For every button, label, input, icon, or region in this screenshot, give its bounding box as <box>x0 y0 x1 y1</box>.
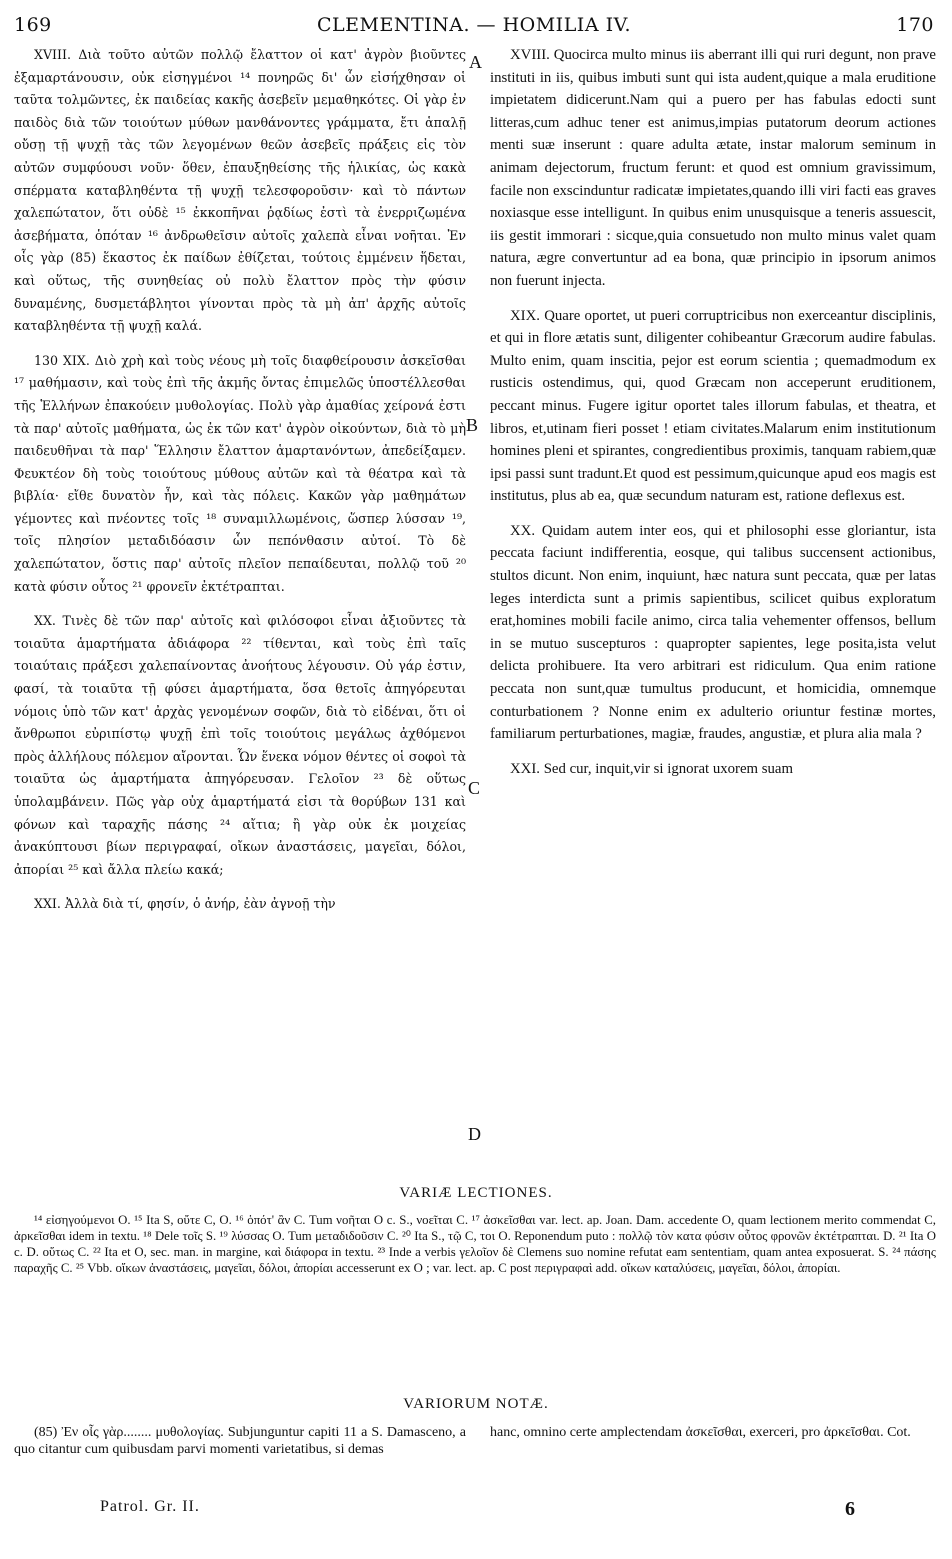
margin-letter-d: D <box>468 1124 481 1144</box>
latin-paragraph-xviii: XVIII. Quocirca multo minus iis aberrant illi qui ruri degunt, non prave instituti in iis, quibus imbuti sunt qui ista audent,quique a mala eruditione impietatem didicerunt.Nam qui a puero per has fabulas edocti sunt litteras,cum adhuc tener est animus,impias putatorum deorum actiones menti suæ inserunt : quare adulta ætate, instar malorum seminum in animam dejectorum, fructum ferunt: et quod est omnium gravissimum, facile non exscinduntur radicatæ impietates,quando illi viri facti eas graves noxiasque esse intelligunt. In quibus enim unusquisque a teneris assuescit, iis gestit immorari : sicque,quia consuetudo non multo minus valet quam natura, ægre convertuntur ad ea bona, quæ principio in ipsorum animos non fuerunt injecta. <box>490 47 936 289</box>
greek-paragraph-xx: XX. Τινὲς δὲ τῶν παρ' αὐτοῖς καὶ φιλόσοφοι εἶναι ἀξιοῦντες τὰ τοιαῦτα ἁμαρτήματα ἀδιάφορα ²² τίθενται, καὶ τοὺς ἐπὶ ταῖς τοιαύταις πράξεσι χαλεπαίνοντας ἀνοήτους λέγουσιν. Οὐ γάρ ἐστιν, φασί, τὰ τοιαῦτα τῇ φύσει ἁμαρτήματα, ὅσα θετοῖς ἀπηγόρευται νόμοις ὑπὸ τῶν κατ' ἀρχὰς γενομένων σοφῶν, διὰ τὸ εἰδέναι, ὅτι οἱ ἄνθρωποι εὐριπίστῳ ψυχῇ ἐπὶ τοῖς τοιούτοις μεγάλως ἀχθόμενοι πρὸς ἀλλήλους πόλεμον αἴρονται. Ὧν ἕνεκα νόμον θέντες οἱ σοφοὶ τὰ τοιαῦτα ὡς ἁμαρτήματα ἀπηγόρευσαν. Γελοῖον ²³ δὲ οὕτως ὑπολαμβάνειν. Πῶς γὰρ οὐχ ἁμαρτήματά εἰσι τὰ θορύβων 131 καὶ φόνων καὶ ταραχῆς πάσης ²⁴ αἴτια; ἢ γὰρ οὐκ ἐκ μοιχείας ἀνακύπτουσι βίων περιγραφαί, οἴκων ἀναστάσεις, μαγεῖαι, δόλοι, ἀπορίαι ²⁵ καὶ ἄλλα πλείω κακά; <box>14 613 466 877</box>
latin-column <box>490 44 936 780</box>
running-title: CLEMENTINA. — HOMILIA IV. <box>316 14 632 36</box>
variae-lectiones-text: ¹⁴ εἰσηγούμενοι O. ¹⁵ Ita S, οὔτε C, O. ¹⁶ ὁπότ' ἂν C. Tum νοῆται O c. S., νοεῖται C. ¹⁷ ἀσκεῖσθαι var. lect. ap. Joan. Dam. accedente O, quam lectionem merito commendat C, ἀρκεῖσθαι idem in textu. ¹⁸ Dele τοῖς S. ¹⁹ λύσσας O. Tum μεταδιδοῦσιν C. ²⁰ Ita S., τῷ C, τοι O. Reponendum puto : πολλῷ τὸν κατα φύσιν οὗτος φρονῶν ἐκτέτραπται. D. ²¹ Ita O c. D. οὕτως C. ²² Ita et O, sec. man. in margine, καὶ διάφορα in textu. ²³ Inde a verbis γελοῖον δὲ Clemens suo nomine refutat eam sententiam, quam antea exposuerat. S. ²⁴ πάσης παραχῆς C. ²⁵ Vbb. οἴκων ἀναστάσεις, μαγεῖαι, δόλοι, ἀπορίαι accesserunt ex O ; var. lect. ap. C post περιγραφαὶ add. οἴκων καταλύσεις, μαγεῖαι, δόλοι, ἀπορίαι. <box>14 1213 936 1275</box>
variorum-notae-title: VARIORUM NOTÆ. <box>403 1396 549 1412</box>
footer-signature: 6 <box>845 1498 855 1520</box>
footer-series: Patrol. Gr. II. <box>100 1498 200 1515</box>
latin-paragraph-xx: XX. Quidam autem inter eos, qui et philosophi esse gloriantur, ista peccata faciunt indifferentia, eosque, qui talibus succensent actionibus, stultos dicunt. Non enim, inquiunt, hæc natura sunt peccata, quæ per latas leges interdicta sunt a primis sapientibus, scilicet quibus exploratum erat,homines mobili facile animo, circa talia vehementer offensos, bellum in se mutuo suscepturos : quapropter sapientes, lege posita,ista velut delicta prohibuere. Ita vero arbitrari est ridiculum. Qua enim ratione peccata non sunt,quæ tumultus producunt, et homicidia, omnemque conturbationem ? Nonne enim ex adulterio oriuntur festinæ mortes, familiarum perturbationes, magiæ, fraudes, angustiæ, et plura alia mala ? <box>490 522 936 743</box>
greek-paragraph-xxi: XXI. Ἀλλὰ διὰ τί, φησίν, ὁ ἀνήρ, ἐὰν ἀγνοῇ τὴν <box>34 896 336 912</box>
latin-paragraph-xix: XIX. Quare oportet, ut pueri corruptricibus non exerceantur disciplinis, et qui in flore ætatis sunt, diligenter cohibeantur Græcorum audire fabulas. Multo enim, quam inscitia, pejor est eorum scientia ; quemadmodum ex rusticis ostendimus, qui, quod Græcam non acceperunt eruditionem, peccant minus. Fugere igitur oportet tales illorum fabulas, et theatra, et libros, et,utinam fieri posset ! etiam civitates.Malarum enim institutionum homines pleni et spirantes, congredientibus proximis, tanquam rabiem,quæ ipsi passi sunt tradunt.Et quod est pessimum,quicunque apud eos magis est institutus, plus ab ea, quæ secundum naturam est, ratione deflexus est. <box>490 307 936 505</box>
running-header <box>14 14 934 44</box>
greek-paragraph-xviii: XVIII. Διὰ τοῦτο αὐτῶν πολλῷ ἔλαττον οἱ κατ' ἀγρὸν βιοῦντες ἐξαμαρτάνουσιν, οὐκ εἰσηγμένοι ¹⁴ πονηρῶς δι' ὧν εἰσήχθησαν οἱ ταῦτα τολμῶντες, ἐκ παιδείας κακῆς ἀσεβεῖν μεμαθηκότες. Οἱ γὰρ ἐν παιδὸς διὰ τῶν τοιούτων μύθων μανθάνοντες γράμματα, ἔτι ἁπαλῇ οὔσῃ τῇ ψυχῇ τὰς τῶν λεγομένων θεῶν ἀσεβεῖς πράξεις εἰς τὸν αὐτῶν συμφύουσι νοῦν· ὅθεν, ἐπαυξηθείσης τῆς ἡλικίας, ὡς κακὰ σπέρματα καταβληθέντα τῇ ψυχῇ τελεσφοροῦσιν· καὶ τὸ πάντων χαλεπώτατον, ὅτι οὐδὲ ¹⁵ ἐκκοπῆναι ῥᾳδίως ἐστὶ τὰ ἐνερριζωμένα ἀσεβήματα, ὁπόταν ¹⁶ ἀνδρωθεῖσιν αὐτοῖς χαλεπὰ εἶναι νοῆται. Ἐν οἷς γὰρ (85) ἕκαστος ἐκ παίδων ἐθίζεται, τούτοις ἐμμένειν ἥδεται, καὶ οὕτως, τῆς συνηθείας οὐ πολὺ ἔλαττον πρὸς τὴν φύσιν δυναμένης, δυσμετάβλητοι γίνονται πρὸς τὰ μὴ ἀπ' ἀρχῆς αὐτοῖς καταβληθέντα τῇ ψυχῇ καλά. <box>14 47 466 334</box>
notae-right-text: hanc, omnino certe amplectendam ἀσκεῖσθαι, exerceri, pro ἀρκεῖσθαι. Cot. <box>490 1425 911 1440</box>
greek-paragraph-xix: 130 XIX. Διὸ χρὴ καὶ τοὺς νέους μὴ τοῖς διαφθείρουσιν ἀσκεῖσθαι ¹⁷ μαθήμασιν, καὶ τοὺς ἐπὶ τῆς ἀκμῆς ὄντας ἐπιμελῶς ὑποστέλλεσθαι τῆς Ἑλλήνων ἐπακούειν μυθολογίας. Πολὺ γὰρ ἀμαθίας χείρονά ἐστι τὰ παρ' αὐτοῖς μαθήματα, ὡς ἐκ τῶν κατ' ἀγρὸν οἰκούντων, διὰ τὸ μὴ παιδευθῆναι τὰ παρ' Ἕλλησιν ἔλαττον ἁμαρτανόντων, ἀπεδείξαμεν. Φευκτέον δὴ τοὺς τοιούτους μύθους αὐτῶν καὶ τὰ θέατρα καὶ τὰ βιβλία· εἴθε δυνατὸν ἦν, καὶ τὰς πόλεις. Κακῶν γὰρ μαθημάτων γέμοντες καὶ πνέοντες τοῖς ¹⁸ συναμιλλωμένοις, ὥσπερ λύσσαν ¹⁹, τοῖς πλησίον μεταδιδόασιν ὧν πεπόνθασιν αὐτοί. Τὸ δὲ χαλεπώτατον, ὅστις παρ' αὐτοῖς πλεῖον πεπαίδευται, πολλῷ τοῦ ²⁰ κατὰ φύσιν οὗτος ²¹ φρονεῖν ἐκτέτραπται. <box>14 352 466 594</box>
margin-letter-c: C <box>468 778 481 798</box>
notae-left-text: (85) Ἐν οἷς γὰρ........ μυθολογίας. Subjunguntur capiti 11 a S. Damasceno, a quo citantur cum quibusdam parvi momenti varietatibus, si demas <box>14 1425 466 1457</box>
variae-lectiones-title: VARIÆ LECTIONES. <box>399 1185 553 1201</box>
page-number-right: 170 <box>896 14 934 36</box>
greek-column <box>14 44 466 916</box>
margin-letter-a: A <box>469 52 482 72</box>
margin-letter-b: B <box>466 415 479 435</box>
latin-paragraph-xxi: XXI. Sed cur, inquit,vir si ignorat uxorem suam <box>510 760 793 777</box>
page-number-left: 169 <box>14 14 52 36</box>
